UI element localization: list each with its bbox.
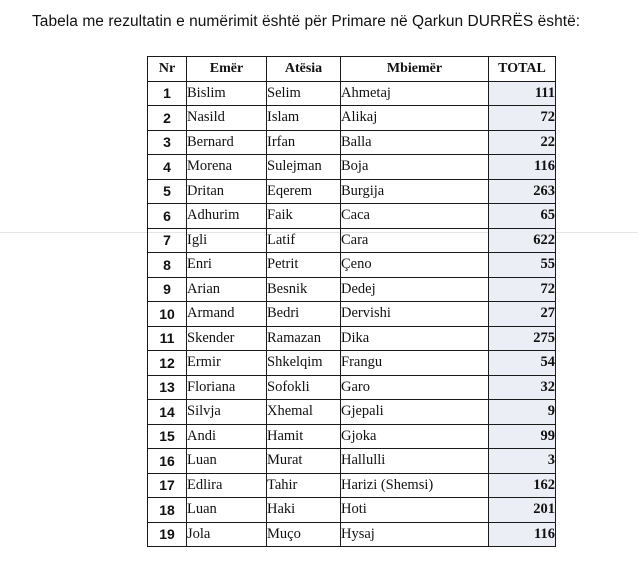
row-number: 16 [148,449,187,474]
row-number: 11 [148,326,187,351]
father-name: Shkelqim [267,351,341,376]
row-number: 7 [148,228,187,253]
vote-total: 111 [489,81,556,106]
candidate-name: Arian [187,277,267,302]
vote-total: 275 [489,326,556,351]
candidate-name: Ermir [187,351,267,376]
candidate-surname: Çeno [341,253,489,278]
candidate-surname: Alikaj [341,106,489,131]
candidate-name: Jola [187,522,267,547]
table-row [148,277,556,302]
vote-total: 116 [489,522,556,547]
row-number: 1 [148,81,187,106]
candidate-surname: Dika [341,326,489,351]
vote-total: 263 [489,179,556,204]
table-row [148,326,556,351]
document-heading: Tabela me rezultatin e numërimit është për Primare në Qarkun DURRËS është: [32,13,581,30]
candidate-name: Edlira [187,473,267,498]
candidate-surname: Hoti [341,498,489,523]
row-number: 17 [148,473,187,498]
vote-total: 65 [489,204,556,229]
father-name: Murat [267,449,341,474]
table-row [148,449,556,474]
candidate-name: Nasild [187,106,267,131]
vote-total: 27 [489,302,556,327]
father-name: Islam [267,106,341,131]
father-name: Petrit [267,253,341,278]
row-number: 4 [148,155,187,180]
table-row [148,179,556,204]
table-row [148,522,556,547]
vote-total: 116 [489,155,556,180]
candidate-name: Silvja [187,400,267,425]
column-header-total: TOTAL [489,57,556,82]
candidate-name: Floriana [187,375,267,400]
candidate-surname: Boja [341,155,489,180]
father-name: Hamit [267,424,341,449]
vote-total: 55 [489,253,556,278]
father-name: Bedri [267,302,341,327]
candidate-name: Luan [187,449,267,474]
candidate-name: Bernard [187,130,267,155]
candidate-name: Luan [187,498,267,523]
column-header-name: Emër [187,57,267,82]
table-row [148,400,556,425]
table-row [148,473,556,498]
table-row [148,351,556,376]
row-number: 2 [148,106,187,131]
candidate-name: Armand [187,302,267,327]
vote-total: 9 [489,400,556,425]
table-row [148,106,556,131]
candidate-name: Andi [187,424,267,449]
row-number: 5 [148,179,187,204]
candidate-name: Enri [187,253,267,278]
row-number: 8 [148,253,187,278]
row-number: 9 [148,277,187,302]
candidate-surname: Gjoka [341,424,489,449]
vote-total: 72 [489,106,556,131]
results-table [147,56,556,547]
candidate-surname: Balla [341,130,489,155]
candidate-surname: Hallulli [341,449,489,474]
father-name: Tahir [267,473,341,498]
father-name: Sulejman [267,155,341,180]
father-name: Xhemal [267,400,341,425]
row-number: 18 [148,498,187,523]
candidate-name: Skender [187,326,267,351]
table-row [148,424,556,449]
father-name: Besnik [267,277,341,302]
candidate-surname: Harizi (Shemsi) [341,473,489,498]
table-row [148,253,556,278]
vote-total: 72 [489,277,556,302]
candidate-surname: Burgija [341,179,489,204]
column-header-father: Atësia [267,57,341,82]
vote-total: 22 [489,130,556,155]
candidate-name: Morena [187,155,267,180]
table-body [148,81,556,547]
column-header-nr: Nr [148,57,187,82]
candidate-surname: Dedej [341,277,489,302]
table-row [148,375,556,400]
candidate-name: Dritan [187,179,267,204]
father-name: Sofokli [267,375,341,400]
table-header-row [148,57,556,82]
table-row [148,204,556,229]
table-row [148,498,556,523]
table-row [148,302,556,327]
column-header-surname: Mbiemër [341,57,489,82]
candidate-surname: Garo [341,375,489,400]
father-name: Ramazan [267,326,341,351]
vote-total: 3 [489,449,556,474]
candidate-surname: Hysaj [341,522,489,547]
row-number: 15 [148,424,187,449]
row-number: 6 [148,204,187,229]
candidate-surname: Gjepali [341,400,489,425]
father-name: Faik [267,204,341,229]
candidate-surname: Cara [341,228,489,253]
vote-total: 32 [489,375,556,400]
father-name: Latif [267,228,341,253]
candidate-surname: Dervishi [341,302,489,327]
row-number: 3 [148,130,187,155]
row-number: 12 [148,351,187,376]
row-number: 13 [148,375,187,400]
candidate-surname: Ahmetaj [341,81,489,106]
candidate-name: Bislim [187,81,267,106]
candidate-name: Igli [187,228,267,253]
vote-total: 162 [489,473,556,498]
father-name: Eqerem [267,179,341,204]
vote-total: 622 [489,228,556,253]
row-number: 14 [148,400,187,425]
father-name: Haki [267,498,341,523]
candidate-surname: Caca [341,204,489,229]
candidate-name: Adhurim [187,204,267,229]
father-name: Selim [267,81,341,106]
table-row [148,81,556,106]
table-row [148,130,556,155]
table-row [148,228,556,253]
vote-total: 99 [489,424,556,449]
father-name: Muço [267,522,341,547]
table-row [148,155,556,180]
row-number: 19 [148,522,187,547]
vote-total: 201 [489,498,556,523]
candidate-surname: Frangu [341,351,489,376]
father-name: Irfan [267,130,341,155]
vote-total: 54 [489,351,556,376]
row-number: 10 [148,302,187,327]
